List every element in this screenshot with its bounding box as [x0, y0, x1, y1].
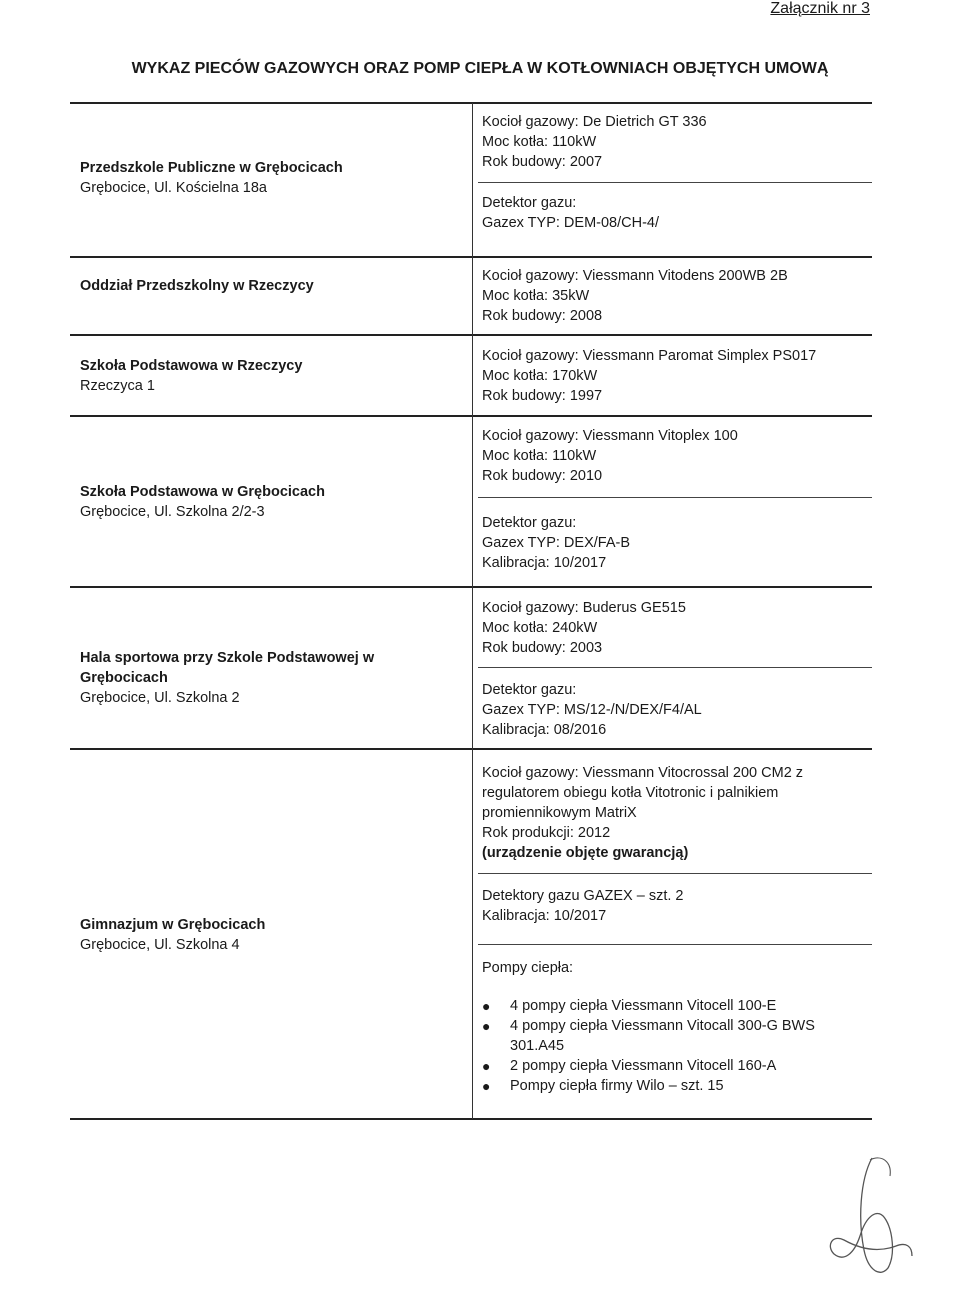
equipment-cell: [482, 112, 867, 172]
page-title: WYKAZ PIECÓW GAZOWYCH ORAZ POMP CIEPŁA W KOTŁOWNIACH OBJĘTYCH UMOWĄ: [131, 60, 829, 77]
heat-pumps-cell: [482, 958, 867, 1096]
detector-cell: [482, 680, 867, 740]
boiler-line: Kocioł gazowy: Viessmann Vitocrossal 200 CM2 z: [482, 765, 804, 781]
boiler-line: Rok produkcji: 2012: [482, 825, 611, 841]
boiler-line: Kocioł gazowy: Buderus GE515: [482, 600, 686, 616]
list-item: [482, 1076, 867, 1096]
detector-cell: [482, 193, 867, 233]
heat-pump-text: Pompy ciepła firmy Wilo – szt. 15: [510, 1078, 724, 1094]
detector-line: Kalibracja: 10/2017: [482, 555, 607, 571]
row-divider: [70, 586, 872, 588]
boiler-line: Moc kotła: 110kW: [482, 134, 597, 150]
detector-line: Detektor gazu:: [482, 515, 577, 531]
facility-name: Szkoła Podstawowa w Rzeczycy: [80, 358, 303, 374]
row-divider: [70, 256, 872, 258]
boiler-line: Rok budowy: 1997: [482, 388, 603, 404]
bullet-icon: ●: [482, 1018, 491, 1034]
row-divider: [70, 748, 872, 750]
detector-line: Kalibracja: 10/2017: [482, 908, 607, 924]
facility-cell: [80, 648, 465, 708]
heat-pump-text: 2 pompy ciepła Viessmann Vitocell 160-A: [510, 1058, 777, 1074]
heat-pumps-list: [482, 996, 867, 1096]
table-bottom-rule: [70, 1118, 872, 1120]
boiler-line: Moc kotła: 35kW: [482, 288, 590, 304]
facility-address: Grębocice, Ul. Szkolna 4: [80, 937, 240, 953]
boiler-line: Rok budowy: 2007: [482, 154, 603, 170]
facility-name: Oddział Przedszkolny w Rzeczycy: [80, 278, 314, 294]
detector-line: Detektory gazu GAZEX – szt. 2: [482, 888, 684, 904]
detector-line: Kalibracja: 08/2016: [482, 722, 607, 738]
boiler-line: Rok budowy: 2003: [482, 640, 603, 656]
row-divider: [70, 415, 872, 417]
detector-line: Gazex TYP: MS/12-/N/DEX/F4/AL: [482, 702, 702, 718]
facility-address: Rzeczyca 1: [80, 378, 155, 394]
equipment-cell: [482, 426, 867, 486]
equipment-cell: [482, 346, 867, 406]
facility-name: Hala sportowa przy Szkole Podstawowej w Grębocicach: [80, 650, 375, 686]
facility-name: Szkoła Podstawowa w Grębocicach: [80, 484, 325, 500]
boiler-line: Kocioł gazowy: Viessmann Paromat Simplex PS017: [482, 348, 817, 364]
cell-subdivider: [478, 873, 872, 874]
cell-subdivider: [478, 944, 872, 945]
equipment-cell: [482, 763, 867, 863]
boiler-line: Rok budowy: 2008: [482, 308, 603, 324]
boiler-line: promiennikowym MatriX: [482, 805, 637, 821]
facility-cell: [80, 482, 465, 522]
table-top-rule: [70, 102, 872, 104]
warranty-note: (urządzenie objęte gwarancją): [482, 845, 689, 861]
list-item: [482, 1016, 867, 1056]
detector-cell: [482, 886, 867, 926]
facility-name: Gimnazjum w Grębocicach: [80, 917, 266, 933]
facility-cell: [80, 356, 465, 396]
bullet-icon: ●: [482, 1078, 491, 1094]
facility-address: Grębocice, Ul. Szkolna 2: [80, 690, 240, 706]
boiler-line: Kocioł gazowy: Viessmann Vitoplex 100: [482, 428, 738, 444]
cell-subdivider: [478, 182, 872, 183]
cell-subdivider: [478, 497, 872, 498]
heat-pump-text: 4 pompy ciepła Viessmann Vitocall 300-G BWS 301.A45: [510, 1018, 815, 1054]
bullet-icon: ●: [482, 1058, 491, 1074]
detector-cell: [482, 513, 867, 573]
cell-subdivider: [478, 667, 872, 668]
handwritten-signature: [820, 1150, 920, 1285]
detector-line: Detektor gazu:: [482, 682, 577, 698]
boiler-line: Rok budowy: 2010: [482, 468, 603, 484]
heat-pumps-label: Pompy ciepła:: [482, 960, 574, 976]
equipment-cell: [482, 266, 867, 326]
equipment-cell: [482, 598, 867, 658]
detector-line: Gazex TYP: DEX/FA-B: [482, 535, 631, 551]
facility-cell: [80, 276, 465, 296]
boiler-line: Moc kotła: 240kW: [482, 620, 598, 636]
facility-address: Grębocice, Ul. Kościelna 18a: [80, 180, 267, 196]
bullet-icon: ●: [482, 998, 491, 1014]
heat-pump-text: 4 pompy ciepła Viessmann Vitocell 100-E: [510, 998, 777, 1014]
detector-line: Gazex TYP: DEM-08/CH-4/: [482, 215, 660, 231]
facility-name: Przedszkole Publiczne w Grębocicach: [80, 160, 343, 176]
boiler-line: Kocioł gazowy: De Dietrich GT 336: [482, 114, 707, 130]
boiler-line: Kocioł gazowy: Viessmann Vitodens 200WB 2B: [482, 268, 788, 284]
boiler-line: Moc kotła: 170kW: [482, 368, 598, 384]
list-item: [482, 1056, 867, 1076]
row-divider: [70, 334, 872, 336]
boiler-line: Moc kotła: 110kW: [482, 448, 597, 464]
boiler-line: regulatorem obiegu kotła Vitotronic i palnikiem: [482, 785, 779, 801]
list-item: [482, 996, 867, 1016]
facility-cell: [80, 158, 465, 198]
column-divider: [472, 103, 473, 1119]
facility-cell: [80, 915, 465, 955]
detector-line: Detektor gazu:: [482, 195, 577, 211]
annex-label: Załącznik nr 3: [770, 0, 870, 17]
facility-address: Grębocice, Ul. Szkolna 2/2-3: [80, 504, 265, 520]
